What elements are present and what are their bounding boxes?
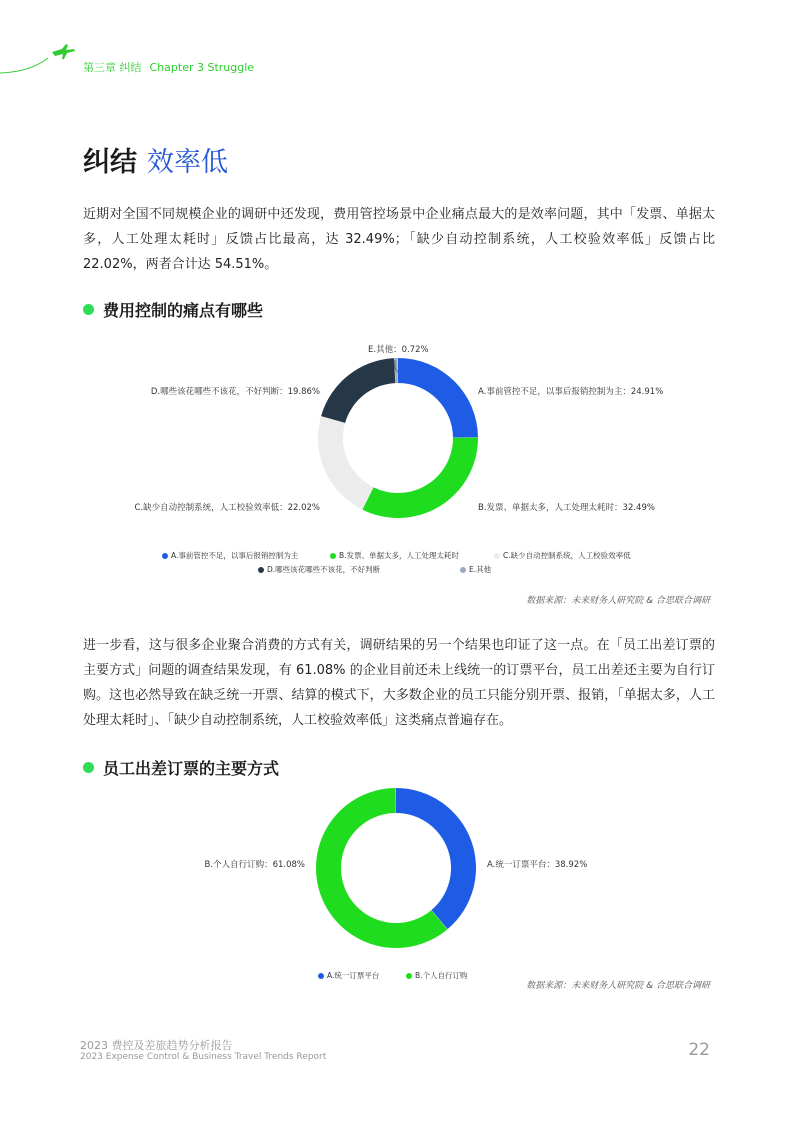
data-label-slice-e: E.其他：0.72% [368, 345, 429, 355]
chapter-en: Chapter 3 Struggle [149, 61, 255, 74]
legend-item-slice-b [406, 970, 468, 981]
donut-slice-b [362, 438, 478, 518]
legend-dot-icon [318, 973, 324, 979]
data-source-2: 数据来源：未来财务人研究院 & 合思联合调研 [526, 981, 710, 991]
legend-label: E.其他 [469, 565, 492, 574]
legend-dot-icon [162, 553, 168, 559]
legend-item-slice-a [318, 970, 379, 981]
data-label-slice-b: B.发票、单据太多，人工处理太耗时：32.49% [478, 503, 655, 513]
section-title-2 [83, 756, 279, 779]
data-source-1: 数据来源：未来财务人研究院 & 合思联合调研 [526, 596, 710, 606]
footer-title-cn: 2023 费控及差旅趋势分析报告 [80, 1039, 233, 1052]
legend-label: B.发票、单据太多，人工处理太耗时 [339, 551, 460, 560]
page-title-main: 纠结 [83, 147, 137, 178]
section-title-1 [83, 298, 263, 321]
legend-label: C.缺少自动控制系统，人工校验效率低 [503, 551, 631, 560]
section-title-1-text: 费用控制的痛点有哪些 [103, 301, 264, 320]
legend-dot-icon [494, 553, 500, 559]
legend-dot-icon [460, 567, 466, 573]
footer-title-en: 2023 Expense Control & Business Travel Trends Report [80, 1052, 327, 1062]
page-number: 22 [688, 1040, 710, 1060]
legend-item-slice-c [494, 550, 631, 561]
donut-slice-a [398, 358, 478, 437]
bullet-dot-icon [83, 762, 94, 773]
legend-dot-icon [406, 973, 412, 979]
donut-slice-d [321, 358, 395, 423]
legend-label: A.事前管控不足，以事后报销控制为主 [171, 551, 299, 560]
page-title [83, 140, 228, 179]
airplane-icon [0, 40, 80, 80]
legend-item-slice-e [460, 564, 491, 575]
legend-label: A.统一订票平台 [327, 971, 380, 980]
legend-item-slice-b [330, 550, 459, 561]
chapter-cn: 第三章 纠结 [83, 61, 142, 74]
data-label-slice-d: D.哪些该花哪些不该花，不好判断：19.86% [150, 387, 320, 397]
section-title-2-text: 员工出差订票的主要方式 [103, 759, 280, 778]
chart-pain-points [0, 330, 794, 580]
data-label-slice-a: A.事前管控不足，以事后报销控制为主：24.91% [478, 387, 664, 397]
chapter-header [83, 59, 254, 75]
paragraph-1: 近期对全国不同规模企业的调研中还发现，费用管控场景中企业痛点最大的是效率问题，其中「发票、单据太多，人工处理太耗时」反馈占比最高，达 32.49%；「缺少自动控制系统，人工校验效率低」反馈占比 22.02%，两者合计达 54.51%。 [83, 207, 715, 272]
chart-booking-methods [0, 780, 794, 960]
legend-dot-icon [258, 567, 264, 573]
paragraph-2: 进一步看，这与很多企业聚合消费的方式有关，调研结果的另一个结果也印证了这一点。在「员工出差订票的主要方式」问题的调查结果发现，有 61.08% 的企业目前还未上线统一的订票平台，员工出差还主要为自行订购。这也必然导致在缺乏统一开票、结算的模式下，大多数企业的员工只能分别开票、报销，「单据太多，人工处理太耗时」、「缺少自动控制系统，人工校验效率低」这类痛点普遍存在。 [83, 638, 715, 728]
legend-label: B.个人自行订购 [415, 971, 468, 980]
legend-label: D.哪些该花哪些不该花，不好判断 [267, 565, 381, 574]
donut-slice-c [318, 416, 373, 509]
bullet-dot-icon [83, 304, 94, 315]
data-label-slice-a: A.统一订票平台：38.92% [487, 860, 588, 870]
legend-dot-icon [330, 553, 336, 559]
page-title-accent: 效率低 [147, 147, 228, 178]
data-label-slice-c: C.缺少自动控制系统，人工校验效率低：22.02% [134, 503, 320, 513]
chart-1-legend [0, 550, 794, 582]
donut-slice-a [396, 788, 476, 929]
legend-item-slice-d [258, 564, 380, 575]
data-label-slice-b: B.个人自行订购：61.08% [204, 860, 305, 870]
legend-item-slice-a [162, 550, 298, 561]
